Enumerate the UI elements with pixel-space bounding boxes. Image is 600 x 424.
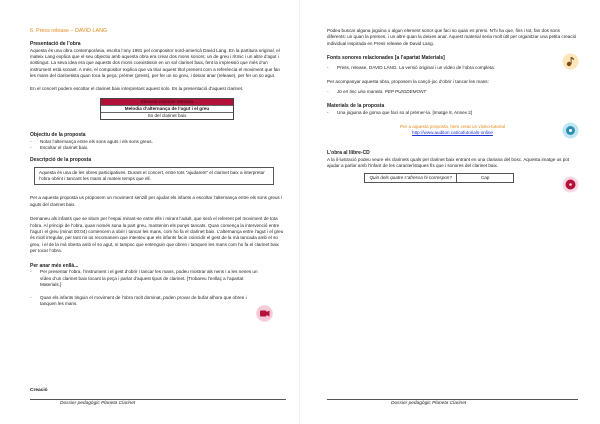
footer-label: Creació [30,388,48,393]
footer-text: Dossier pedagògic Planeta Clarinet [60,401,136,406]
answer-cell: Cap [457,174,514,183]
cd-disc-icon [562,176,579,193]
video-link-label: Per a aquesta proposta, hem creat un vídeo-tutorial [400,124,505,130]
intro-text: Podeu buscar alguna joguina o algun element sonor que faci so quan es premi. N’hi ha que, fins i tot, fan dos sons diferents: un quan la premes, i un altre quan la deixes anar. Aquest material seria molt útil per organitzar una petita creació individual inspirada en Press release de David Lang. [327,28,577,46]
section-title: 6. Press release – DAVID LANG [30,28,108,34]
question-cell: Quin dels quatre s’afressa hi correspon? [365,174,457,183]
description-paragraph: Demaneu als infants que se situïn per l’espai mirant-se entre ells i mirant l’adult, que serà el referent pel moviment de tota l’obra. Al principi de l’obra, quan només sona la part greu, mantenim els punys tancats. Quan comença la intervenció entre l’agut i el greu (minut 00:04) comencem a obrir i tancar les mans, com ho fa el clarinet baix. L’alternança entre l’agut i el greu és molt irregular, per tant no us recomanem que intenteu que els infants facin coincidir el gest de la mà tancada amb el so greu, i el de la mà oberta amb el so agut, ni tampoc que entenguin que obren i tanquen les mans com ho fa el clarinet baix per tocar l’obra. [30,216,284,254]
cd-heading: L’obra al llibre-CD [327,150,370,157]
footer-text: Dossier pedagògic Planeta Clarinet [391,401,467,406]
melody-table [100,98,234,120]
more-heading: Per anar més enllà... [30,262,79,269]
footer-rule [30,399,286,400]
cd-text: A la il·lustració podeu veure els clarinets quals pel clarinet baix entrant en una clariana del bosc. Aquesta imatge us pot ajudar a parlar amb l’infant de les característiques fís que i sonores del clarinet baix. [327,156,570,169]
list-item: - Quan els infants tinguin el moviment de l’obra molt dominat, poden provar de bufar alhora que obren i tanquen les mans. [30,295,260,308]
description-heading: Descripció de la proposta [30,157,92,164]
melody-table-row: Element musical: Melodia [101,99,233,106]
objective-heading: Objectiu de la proposta [30,132,86,139]
footer-rule [327,399,578,400]
list-item: - Jo en tinc una maneta. PEP PUIGDEMONT [327,89,578,95]
list-item: - Notar l’alternança entre els sons aguts i els sons greus. [30,139,286,145]
video-camera-icon [256,305,273,322]
list-item: - Una joguina de goma que faci so al prémer-la. [Imatge 8, Annex 2] [327,110,578,116]
list-item: - Per presentar l’obra, l’instrument i el gest d’obrir i tancar les mans, podeu mostrar als nens i a les nenes un vídeo d’un clarinet baix tocant la peça i parlar d’aquest tipus de clarinet. [Trobareu l’enllaç a l’apartat Materials.] [30,269,260,288]
squeeze-toy-icon [562,122,579,139]
accompany-text: Per acompanyar aquesta obra, proposem la cançó-joc d’obrir i tancar les mans: [327,79,489,85]
melody-table-row: So del clarinet baix [147,113,187,119]
participation-box: Aquesta és una de les obres participatives. Durant el concert, entre tots “ajudarem” el clarinet baix a interpretar l’obra obrint i tancant les mans al mateix temps que ell. [34,167,274,185]
presentation-heading: Presentació de l’obra [30,41,81,47]
materials-heading: Materials de la proposta [327,103,385,110]
list-item: - Escoltar el clarinet baix. [30,145,286,151]
video-link[interactable]: http://www.auditori.cat/cafutorials-online [412,130,493,136]
music-note-icon [562,53,579,70]
question-table [364,173,514,183]
concert-text: En el concert podem escoltar el clarinet baix interpretant aquest solo. Es la presentació d’aquest clarinet. [30,85,244,91]
presentation-text: Aquesta és una obra contemporània, escrita l’any 1991 pel compositor nord-americà David Lang. En la partitura original, el mateix Lang explica que el seu objectiu amb aquesta obra era crear dos mons sonors; un de greu i rítmic i un altre d’agut i sostingut. La seva idea era que aquests dos mons coexistissin en un sol clarinet baix, fent la impressió que més d’un instrument està sonant. A més, el compositor explica que va triar aquest títol prenent com a referència el moviment que fan les mans del clarinetista quan toca la peça: prémer (press), per fer un so greu, i deixar anar (release), per fer un so agut. [30,47,280,79]
description-paragraph: Per a aquesta proposta us proposem un moviment senzill per ajudar els infants a escoltar l’alternança entre els sons greus i aguts del clarinet baix. [30,195,283,207]
sounds-heading: Fonts sonores relacionades [a l’apartat Materials] [327,55,445,62]
list-item: - Press, release, DAVID LANG. La versió original i un vídeo de l’obra completa. [327,65,578,71]
melody-table-row: Melodia d’alternança de l’agut i el greu [101,106,233,113]
right-page [300,0,600,424]
